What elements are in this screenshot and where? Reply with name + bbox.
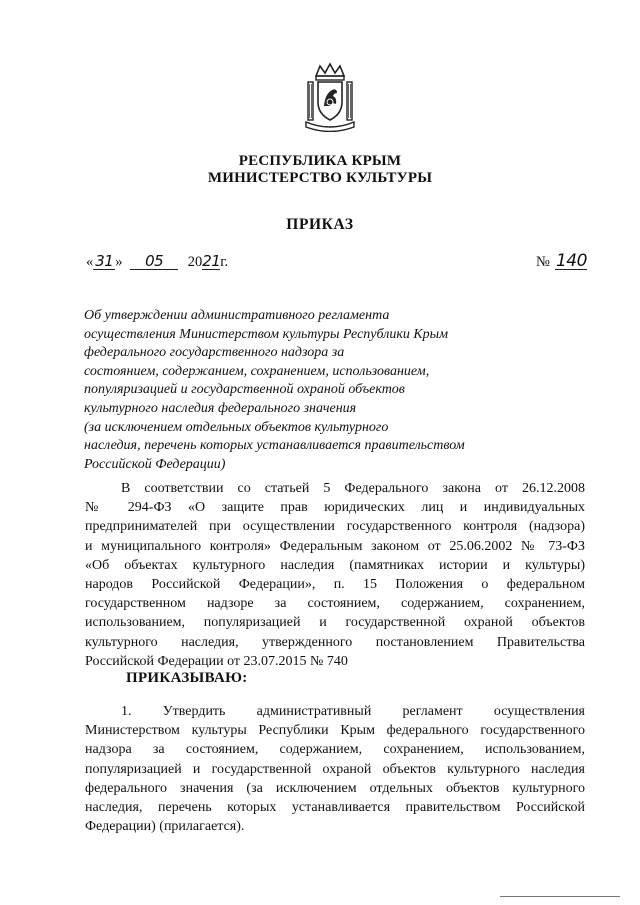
org-name-republic: РЕСПУБЛИКА КРЫМ	[238, 153, 402, 169]
coat-of-arms-emblem	[302, 62, 358, 132]
preamble-line: государственном надзоре за состоянием, содержанием, сохранением,	[85, 596, 585, 612]
item-line: популяризацией и государственной охраной объектов культурного наследия	[85, 761, 585, 777]
document-subject	[84, 307, 524, 474]
date-close-quote: »	[115, 254, 123, 270]
item-line: 1. Утвердить административный регламент осуществления	[121, 704, 585, 719]
preamble-line: «Об объектах культурного наследия (памятниках истории и культуры)	[85, 557, 585, 573]
preamble-line: использованием, популяризацией и государственной охраной объектов	[85, 615, 585, 631]
subject-line: наследия, перечень которых устанавливается правительством	[84, 438, 465, 454]
org-name-ministry: МИНИСТЕРСТВО КУЛЬТУРЫ	[207, 170, 433, 186]
date-open-quote: «	[86, 254, 94, 270]
item-line: федерального значения (за исключением отдельных объектов культурного	[85, 780, 585, 796]
document-number	[536, 251, 587, 271]
number-label: №	[536, 254, 550, 270]
document-date	[86, 254, 228, 271]
preamble-line: Российской Федерации от 23.07.2015 № 740	[85, 653, 348, 669]
order-item-1	[85, 702, 585, 836]
preamble-line: В соответствии со статьей 5 Федерального закона от 26.12.2008	[121, 481, 585, 496]
item-line: Федерации) (прилагается).	[85, 819, 245, 835]
subject-line: федерального государственного надзора за	[84, 345, 345, 361]
number-value: 140	[555, 251, 587, 271]
subject-line: (за исключением отдельных объектов культурного	[84, 419, 389, 435]
preamble-line: предпринимателей при осуществлении государственного контроля (надзора)	[85, 519, 585, 535]
subject-line: Об утверждении административного регламента	[84, 308, 390, 323]
preamble-line: № 294-ФЗ «О защите прав юридических лиц и индивидуальных	[85, 500, 585, 516]
item-line: надзора за состоянием, содержанием, сохранением, использованием,	[85, 742, 585, 758]
subject-line: Российской Федерации)	[84, 456, 226, 472]
subject-line: популяризацией и государственной охраной объектов	[84, 382, 405, 398]
preamble-line: народов Российской Федерации», п. 15 Положения о федеральном	[85, 576, 585, 592]
date-day: 31	[95, 252, 114, 270]
item-line: наследия, перечень которых устанавливается правительством Российской	[85, 799, 585, 815]
date-year-prefix: 20	[187, 254, 203, 270]
scan-edge-divider	[500, 896, 620, 897]
preamble-line: культурного наследия, утвержденного постановлением Правительства	[85, 634, 585, 650]
date-year-mark: г.	[220, 254, 229, 270]
document-type-title: ПРИКАЗ	[286, 216, 354, 233]
date-month: 05	[130, 254, 178, 270]
preamble-line: и муниципального контроля» Федеральным законом от 25.06.2002 № 73-ФЗ	[85, 538, 585, 554]
subject-line: осуществления Министерством культуры Республики Крым	[84, 326, 449, 342]
subject-line: культурного наследия федерального значения	[84, 400, 357, 416]
order-heading: ПРИКАЗЫВАЮ:	[126, 670, 248, 686]
date-year-suffix: 21	[202, 252, 221, 270]
subject-line: состоянием, содержанием, сохранением, использованием,	[84, 363, 430, 379]
preamble-paragraph	[85, 479, 585, 671]
item-line: Министерством культуры Республики Крым федерального государственного	[85, 723, 585, 739]
